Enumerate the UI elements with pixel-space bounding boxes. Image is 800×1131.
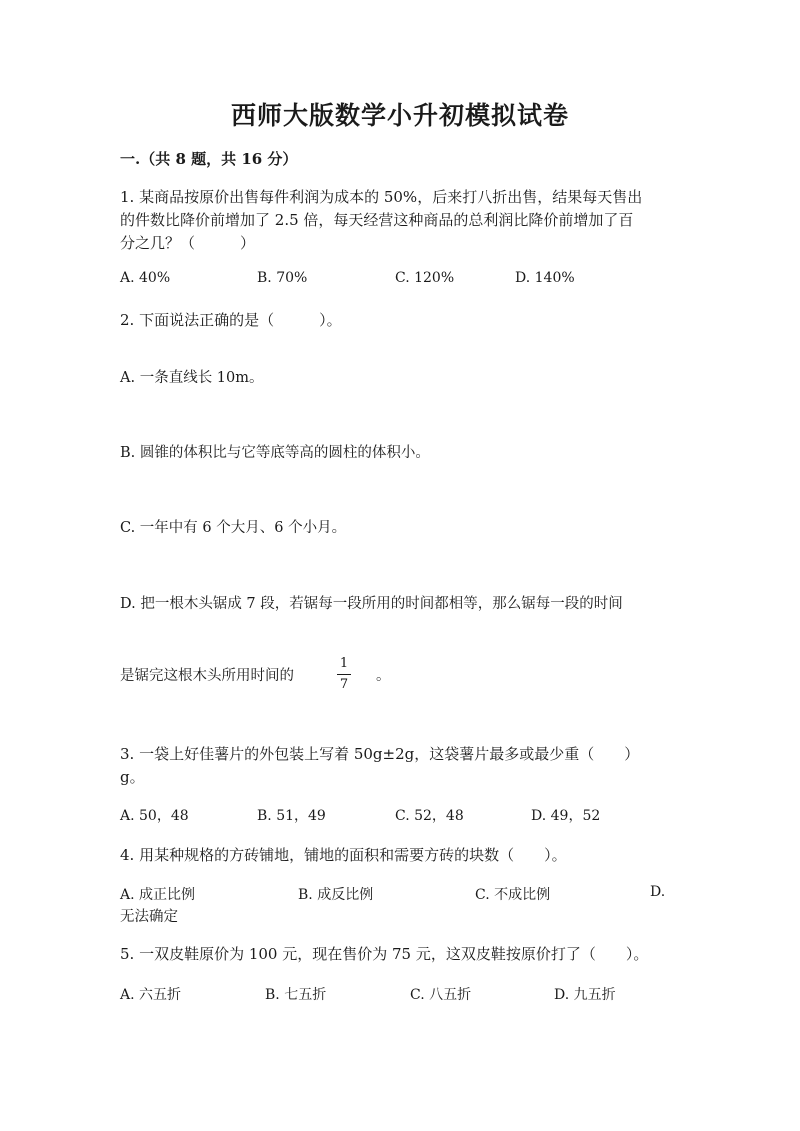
fraction-denominator: 7 bbox=[339, 677, 349, 692]
question-5-stem: 5. 一双皮鞋原价为 100 元，现在售价为 75 元，这双皮鞋按原价打了（ ）。 bbox=[120, 945, 649, 963]
question-5-option-d[interactable]: D. 九五折 bbox=[554, 987, 616, 1003]
question-2-option-d-end: 。 bbox=[376, 668, 391, 684]
question-2-option-b[interactable]: B. 圆锥的体积比与它等底等高的圆柱的体积小。 bbox=[120, 445, 430, 461]
question-1-option-c[interactable]: C. 120% bbox=[395, 270, 455, 286]
fraction-one-seventh bbox=[334, 656, 354, 693]
question-3-option-d[interactable]: D. 49，52 bbox=[531, 808, 601, 824]
question-3-line-1: 3. 一袋上好佳薯片的外包装上写着 50g±2g，这袋薯片最多或最少重（ ） bbox=[120, 745, 640, 763]
question-4-options bbox=[120, 884, 680, 906]
question-3-options bbox=[120, 805, 680, 827]
question-1 bbox=[120, 186, 680, 255]
question-1-line-1: 1. 某商品按原价出售每件利润为成本的 50%，后来打八折出售，结果每天售出 bbox=[120, 188, 643, 206]
question-1-option-d[interactable]: D. 140% bbox=[515, 270, 575, 286]
question-5-option-b[interactable]: B. 七五折 bbox=[265, 987, 327, 1003]
question-4-option-d[interactable]: D. bbox=[650, 884, 666, 900]
question-1-option-b[interactable]: B. 70% bbox=[257, 270, 308, 286]
question-5-options bbox=[120, 984, 680, 1006]
question-4-option-b[interactable]: B. 成反比例 bbox=[298, 887, 374, 903]
question-1-line-2: 的件数比降价前增加了 2.5 倍，每天经营这种商品的总利润比降价前增加了百 bbox=[120, 211, 634, 229]
question-1-option-a[interactable]: A. 40% bbox=[120, 270, 171, 286]
question-3-option-c[interactable]: C. 52，48 bbox=[395, 808, 464, 824]
page-title: 西师大版数学小升初模拟试卷 bbox=[230, 101, 569, 130]
question-3-line-2: g。 bbox=[120, 768, 145, 786]
question-4-option-c[interactable]: C. 不成比例 bbox=[475, 887, 551, 903]
question-2-option-d-line-1[interactable]: D. 把一根木头锯成 7 段，若锯每一段所用的时间都相等，那么锯每一段的时间 bbox=[120, 596, 623, 612]
fraction-bar bbox=[337, 674, 351, 675]
question-4-option-a[interactable]: A. 成正比例 bbox=[120, 887, 196, 903]
question-4-option-d-wrap[interactable]: 无法确定 bbox=[120, 909, 178, 925]
question-3 bbox=[120, 743, 680, 789]
question-1-options bbox=[120, 270, 680, 292]
question-2-option-d-line-2 bbox=[120, 664, 680, 685]
question-5-option-c[interactable]: C. 八五折 bbox=[410, 987, 472, 1003]
question-2-stem: 2. 下面说法正确的是（ ）。 bbox=[120, 311, 342, 329]
question-2-option-d-text: 是锯完这根木头所用时间的 bbox=[120, 668, 294, 684]
question-2-option-c[interactable]: C. 一年中有 6 个大月、6 个小月。 bbox=[120, 520, 347, 536]
question-1-line-3: 分之几？（ ） bbox=[120, 234, 256, 252]
fraction-numerator: 1 bbox=[339, 656, 349, 671]
question-4-stem: 4. 用某种规格的方砖铺地，铺地的面积和需要方砖的块数（ ）。 bbox=[120, 846, 567, 864]
question-5-option-a[interactable]: A. 六五折 bbox=[120, 987, 182, 1003]
section-heading: 一.（共 8 题，共 16 分） bbox=[120, 150, 298, 168]
question-3-option-a[interactable]: A. 50，48 bbox=[120, 808, 189, 824]
question-3-option-b[interactable]: B. 51，49 bbox=[257, 808, 326, 824]
question-2-option-a[interactable]: A. 一条直线长 10m。 bbox=[120, 370, 264, 386]
